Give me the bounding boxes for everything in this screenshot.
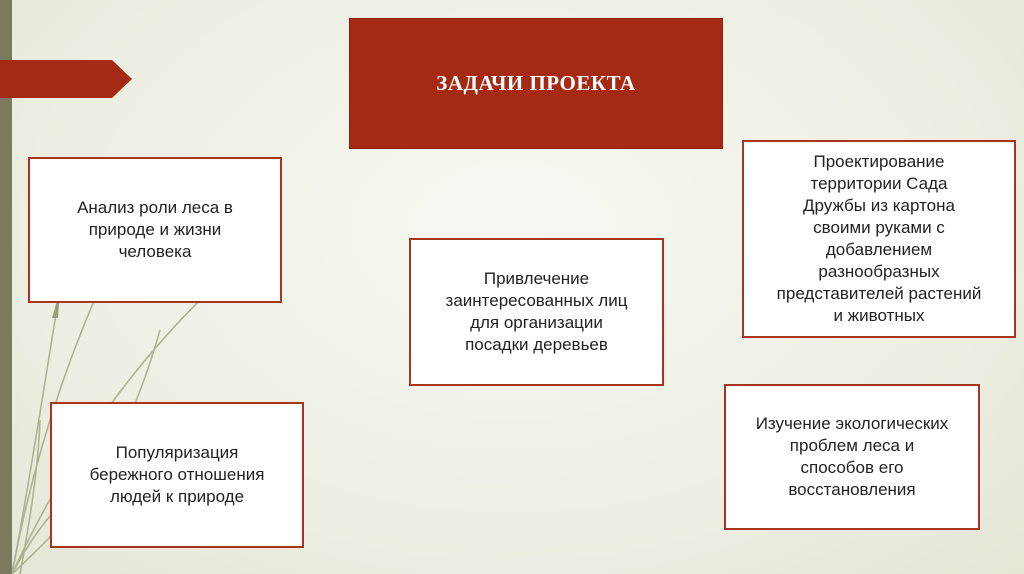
task-text	[77, 197, 233, 263]
task-line: Изучение экологических	[755, 414, 949, 433]
task-line: Проектирование	[813, 152, 945, 171]
task-box-stakeholders	[409, 238, 664, 386]
slide-title: ЗАДАЧИ ПРОЕКТА	[436, 71, 636, 95]
task-line: людей к природе	[109, 487, 245, 506]
task-line: бережного отношения	[89, 465, 265, 484]
task-line: территории Сада	[810, 174, 948, 193]
title-box	[349, 18, 723, 149]
task-line: Привлечение	[483, 269, 590, 288]
task-line: заинтересованных лиц	[445, 291, 628, 310]
task-text	[756, 413, 949, 501]
task-text	[777, 151, 982, 327]
task-line: добавлением	[825, 240, 933, 259]
task-line: природе и жизни	[88, 220, 222, 239]
task-line: разнообразных	[818, 262, 940, 281]
task-line: посадки деревьев	[465, 335, 608, 354]
task-box-popularization	[50, 402, 304, 548]
task-box-ecology-study	[724, 384, 980, 530]
task-line: восстановления	[788, 480, 916, 499]
task-line: способов его	[800, 458, 904, 477]
task-box-forest-role	[28, 157, 282, 303]
task-box-garden-design	[742, 140, 1016, 338]
task-line: человека	[118, 242, 192, 261]
task-text	[446, 268, 628, 356]
task-line: своими руками с	[813, 218, 945, 237]
task-line: Дружбы из картона	[803, 196, 955, 215]
task-line: представителей растений	[776, 284, 982, 303]
task-line: для организации	[470, 313, 603, 332]
task-line: и животных	[833, 306, 925, 325]
task-line: проблем леса и	[789, 436, 915, 455]
task-line: Популяризация	[115, 443, 239, 462]
task-text	[90, 442, 265, 508]
task-line: Анализ роли леса в	[77, 198, 233, 217]
arrow-tab-decoration	[0, 60, 132, 98]
